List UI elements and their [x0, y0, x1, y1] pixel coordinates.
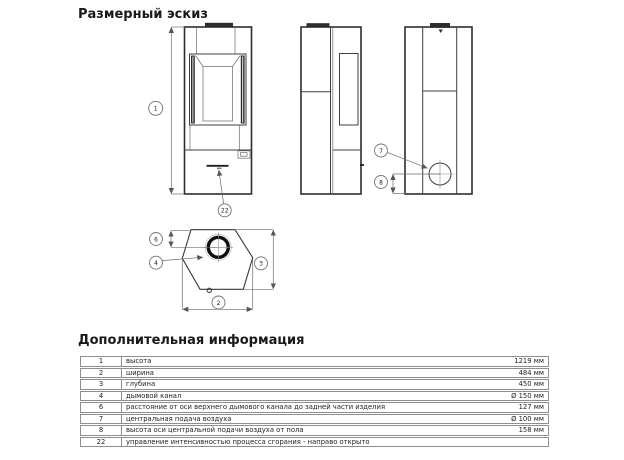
svg-text:1: 1 — [153, 105, 158, 113]
front-flue-collar — [205, 23, 233, 28]
page-title: Размерный эскиз — [78, 7, 208, 22]
back-body — [405, 27, 472, 194]
row-value: 450 мм — [470, 379, 549, 390]
view-front — [185, 23, 252, 194]
table-row — [80, 437, 549, 448]
row-description: центральная подача воздуха — [122, 414, 470, 425]
row-number: 2 — [80, 368, 122, 379]
row-number: 8 — [80, 425, 122, 436]
info-title: Дополнительная информация — [78, 333, 305, 348]
row-number: 3 — [80, 379, 122, 390]
row-value: 127 мм — [470, 402, 549, 413]
svg-text:6: 6 — [154, 236, 158, 244]
row-description: высота — [122, 356, 470, 367]
row-number: 7 — [80, 414, 122, 425]
view-back — [405, 23, 472, 194]
table-row — [80, 368, 549, 379]
row-number: 1 — [80, 356, 122, 367]
table-row — [80, 379, 549, 390]
row-value: 158 мм — [470, 425, 549, 436]
dim-height — [149, 27, 185, 194]
row-description: управление интенсивностью процесса сгорания - направо открыто — [122, 437, 470, 448]
row-value: Ø 150 мм — [470, 391, 549, 402]
side-flue-collar — [307, 23, 330, 27]
row-number: 22 — [80, 437, 122, 448]
table-row — [80, 414, 549, 425]
back-flue-collar — [430, 23, 450, 28]
row-value: 1219 мм — [470, 356, 549, 367]
front-door-glass — [190, 54, 247, 125]
table-row — [80, 356, 549, 367]
row-number: 6 — [80, 402, 122, 413]
callout-1-height — [149, 101, 163, 115]
table-row — [80, 391, 549, 402]
row-description: ширина — [122, 368, 470, 379]
view-top — [182, 230, 252, 293]
svg-text:22: 22 — [220, 207, 229, 215]
row-description: глубина — [122, 379, 470, 390]
info-table-body — [80, 356, 549, 447]
row-description: дымовой канал — [122, 391, 470, 402]
svg-text:8: 8 — [379, 179, 383, 187]
row-value: 484 мм — [470, 368, 549, 379]
row-description: высота оси центральной подачи воздуха от пола — [122, 425, 470, 436]
svg-text:3: 3 — [259, 260, 263, 268]
view-side — [301, 23, 364, 194]
row-description: расстояние от оси верхнего дымового канала до задней части изделия — [122, 402, 470, 413]
row-number: 4 — [80, 391, 122, 402]
svg-text:7: 7 — [379, 147, 383, 155]
info-table — [80, 355, 549, 448]
row-value: Ø 100 мм — [470, 414, 549, 425]
table-row — [80, 402, 549, 413]
svg-text:4: 4 — [154, 260, 158, 267]
row-value — [470, 437, 549, 448]
svg-text:2: 2 — [216, 299, 221, 307]
table-row — [80, 425, 549, 436]
